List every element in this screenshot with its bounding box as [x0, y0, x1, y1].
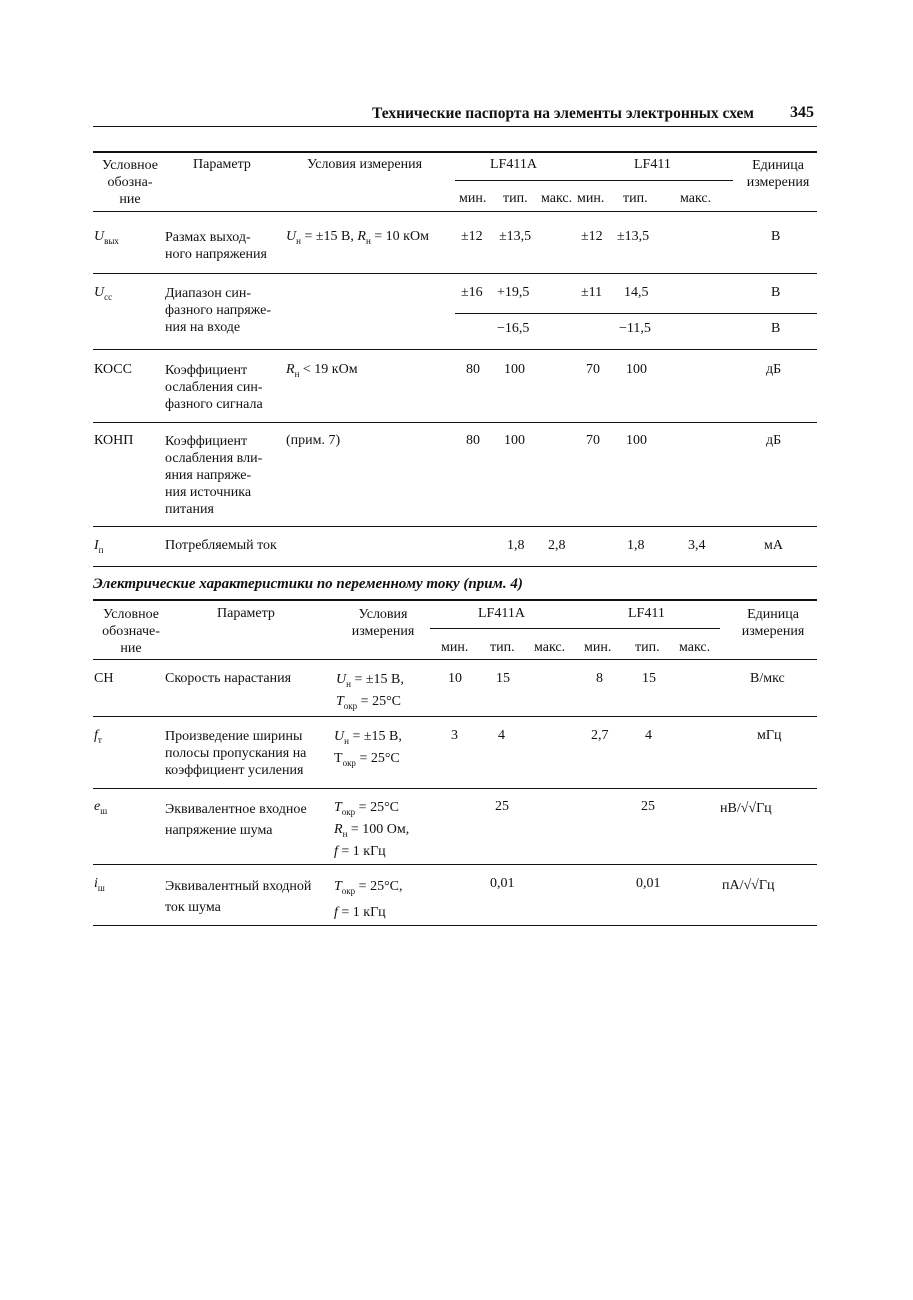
- row-symbol: [94, 876, 105, 893]
- cell-unit: мА: [764, 538, 783, 553]
- cond-line: f = 1 кГц: [334, 904, 386, 920]
- row-rule: [93, 716, 817, 717]
- cell-a-min: 3: [451, 728, 458, 743]
- dc-group-rule: [455, 180, 733, 181]
- param-line: ния на входе: [165, 320, 241, 335]
- row-param: [165, 229, 267, 263]
- ac-header-cond-line: Условия: [358, 607, 408, 622]
- dc-header-a-typ: тип.: [503, 191, 528, 206]
- dc-header-cond: Условия измерения: [307, 157, 423, 172]
- row-rule: [93, 349, 817, 350]
- row-symbol: КОСС: [94, 362, 132, 377]
- cell-a-min: ±16: [461, 285, 483, 300]
- row-cond: [334, 876, 403, 923]
- ac-table-top-rule: [93, 599, 817, 601]
- symbol-sub: ш: [97, 882, 105, 893]
- dc-header-b-typ: тип.: [623, 191, 648, 206]
- cond-line: $Т_{окр} = 25^\circ С$: [334, 750, 400, 768]
- dc-header-unit-line: измерения: [746, 175, 810, 190]
- cell-a-typ: 4: [498, 728, 505, 743]
- row-cond: $R_н < 19$ кОм: [286, 362, 358, 379]
- cell-unit: мГц: [757, 728, 782, 743]
- ac-header-b-typ: тип.: [635, 640, 660, 655]
- cell-b-typ: 14,5: [624, 285, 649, 300]
- dc-header-param: Параметр: [193, 157, 251, 172]
- ac-table-bottom-rule: [93, 925, 817, 926]
- param-line: ослабления вли-: [165, 451, 263, 466]
- ac-header-cond: [346, 606, 420, 640]
- cell-a-max: 2,8: [548, 538, 566, 553]
- dc-table-bottom-rule: [93, 566, 817, 567]
- symbol-main: e: [94, 799, 101, 814]
- row-rule: [93, 864, 817, 865]
- cond-line: $T_{окр} = 25^\circ С$,: [334, 879, 403, 896]
- ac-group-rule: [430, 628, 720, 629]
- cell-a-min: 80: [466, 433, 480, 448]
- cell-b-typ: 4: [645, 728, 652, 743]
- param-line: напряжение шума: [165, 823, 273, 838]
- row-cond: [334, 728, 402, 772]
- cell-unit: В: [771, 321, 781, 336]
- cell-unit: В: [771, 229, 781, 244]
- dc-header-symbol-line: Условное: [102, 158, 158, 173]
- param-line: ного напряжения: [165, 247, 267, 262]
- row-cond: (прим. 7): [286, 433, 341, 448]
- ac-header-b-min: мин.: [584, 640, 612, 655]
- cell-b-min: ±12: [581, 229, 603, 244]
- dc-header-symbol-line: обозна-: [107, 175, 153, 190]
- cell-unit: В/мкс: [750, 671, 785, 686]
- symbol-main: f: [94, 728, 98, 743]
- row-cond: [334, 799, 409, 860]
- cell-b-typ: 1,8: [627, 538, 645, 553]
- dc-header-unit-line: Единица: [752, 158, 804, 173]
- row-param: [165, 433, 262, 518]
- symbol-sub: п: [98, 544, 104, 555]
- ac-header-b-max: макс.: [679, 640, 711, 655]
- ac-header-group-a: LF411A: [478, 606, 525, 621]
- ac-header-a-max: макс.: [534, 640, 566, 655]
- row-symbol: [94, 538, 104, 555]
- row-rule: [93, 788, 817, 789]
- dc-header-a-max: макс.: [541, 191, 573, 206]
- row-symbol: [94, 799, 107, 816]
- symbol-sub: ш: [100, 805, 108, 816]
- cell-a-min: ±12: [461, 229, 483, 244]
- param-line: полосы пропускания на: [165, 746, 307, 761]
- param-line: коэффициент усиления: [165, 763, 304, 778]
- cell-b-typ: 100: [626, 433, 647, 448]
- dc-header-symbol: [98, 157, 162, 208]
- cell-unit: пА/√√Гц: [722, 878, 775, 893]
- row-param: [165, 799, 307, 841]
- page-number: 345: [790, 104, 814, 121]
- row-param: Скорость нарастания: [165, 671, 292, 686]
- cell-a-typ: 100: [504, 362, 525, 377]
- ac-header-symbol-line: обозначе-: [102, 624, 160, 639]
- cond-line: $U_н = \pm 15$ В,: [336, 672, 404, 689]
- cond-line: $R_н = 100$ Ом,: [334, 821, 410, 839]
- cell-a-min: 80: [466, 362, 480, 377]
- param-line: Эквивалентный входной: [165, 879, 312, 894]
- row-symbol: [94, 285, 112, 302]
- ac-header-symbol-line: Условное: [103, 607, 159, 622]
- cell-b-typ: 100: [626, 362, 647, 377]
- running-header-title: Технические паспорта на элементы электронных схем: [372, 105, 754, 122]
- row-param: [165, 362, 263, 413]
- row-param: [165, 876, 311, 918]
- cell-a-typ: 0,01: [490, 876, 515, 891]
- row-param: [165, 728, 306, 779]
- ac-header-unit-line: Единица: [747, 607, 799, 622]
- ac-header-rule: [93, 659, 817, 660]
- cell-unit: нВ/√√Гц: [720, 801, 772, 816]
- cell-b-min: ±11: [581, 285, 603, 300]
- ac-header-unit-line: измерения: [741, 624, 805, 639]
- dc-table-top-rule: [93, 151, 817, 153]
- cell-a-typ: 100: [504, 433, 525, 448]
- row-cond: [336, 671, 404, 715]
- dc-header-a-min: мин.: [459, 191, 487, 206]
- cell-b-min: 2,7: [591, 728, 609, 743]
- param-line: Коэффициент: [165, 434, 248, 449]
- row-rule: [93, 422, 817, 423]
- cond-line: $T_{окр} = 25^\circ С$: [336, 693, 402, 711]
- dc-header-rule: [93, 211, 817, 212]
- ac-header-a-typ: тип.: [490, 640, 515, 655]
- cell-b-typ: −11,5: [619, 321, 651, 336]
- ac-header-group-b: LF411: [628, 606, 665, 621]
- row-rule: [93, 273, 817, 274]
- ac-header-a-min: мин.: [441, 640, 469, 655]
- param-line: питания: [165, 502, 214, 517]
- param-line: яния напряже-: [165, 468, 252, 483]
- cell-b-typ: 15: [642, 671, 656, 686]
- row-symbol: [94, 728, 102, 745]
- cell-a-typ: 25: [495, 799, 509, 814]
- dc-header-b-min: мин.: [577, 191, 605, 206]
- symbol-main: U: [94, 229, 105, 244]
- sub-row-rule: [455, 313, 817, 314]
- param-line: Произведение ширины: [165, 729, 303, 744]
- cond-line: $T_{окр} = 25^\circ С$: [334, 800, 400, 817]
- cell-b-min: 8: [596, 671, 603, 686]
- ac-header-symbol: [96, 606, 166, 657]
- section-title: Электрические характеристики по переменному току (прим. 4): [93, 576, 523, 592]
- row-param: [165, 285, 271, 336]
- ac-header-cond-line: измерения: [351, 624, 415, 639]
- cell-b-min: 70: [586, 433, 600, 448]
- ac-header-param: Параметр: [217, 606, 275, 621]
- header-rule: [93, 126, 817, 127]
- param-line: ния источника: [165, 485, 252, 500]
- dc-header-group-a: LF411A: [490, 157, 537, 172]
- param-line: Эквивалентное входное: [165, 802, 307, 817]
- row-symbol: [94, 229, 119, 246]
- cell-b-typ: 0,01: [636, 876, 661, 891]
- symbol-main: I: [94, 538, 99, 553]
- symbol-sub: т: [97, 734, 102, 745]
- ac-header-symbol-line: ние: [120, 641, 142, 656]
- param-line: ток шума: [165, 900, 221, 915]
- symbol-sub: cc: [104, 291, 113, 302]
- cell-a-typ: +19,5: [497, 285, 530, 300]
- cond-line: $U_н = \pm 15$ В,: [334, 729, 402, 746]
- cell-a-typ: 15: [496, 671, 510, 686]
- cell-a-typ: ±13,5: [499, 229, 532, 244]
- row-rule: [93, 526, 817, 527]
- cond-line: f = 1 кГц: [334, 843, 386, 859]
- cell-a-typ: 1,8: [507, 538, 525, 553]
- dc-header-b-max: макс.: [680, 191, 712, 206]
- param-line: ослабления син-: [165, 380, 263, 395]
- cell-a-min: 10: [448, 671, 462, 686]
- dc-header-group-b: LF411: [634, 157, 671, 172]
- cell-unit: В: [771, 285, 781, 300]
- cell-b-typ: 25: [641, 799, 655, 814]
- param-line: Диапазон син-: [165, 286, 252, 301]
- row-symbol: КОНП: [94, 433, 134, 448]
- cell-b-min: 70: [586, 362, 600, 377]
- param-line: Размах выход-: [165, 230, 251, 245]
- param-line: фазного напряже-: [165, 303, 272, 318]
- param-line: Коэффициент: [165, 363, 248, 378]
- cell-b-typ: ±13,5: [617, 229, 650, 244]
- dc-header-symbol-line: ние: [119, 192, 141, 207]
- row-cond: $U_н = \pm 15$ В, $R_н = 10$ кОм: [286, 229, 429, 246]
- cell-unit: дБ: [766, 433, 782, 448]
- row-param: Потребляемый ток: [165, 538, 277, 553]
- cell-b-max: 3,4: [688, 538, 706, 553]
- cell-unit: дБ: [766, 362, 782, 377]
- cell-a-typ: −16,5: [497, 321, 530, 336]
- dc-header-unit: [740, 157, 816, 191]
- symbol-main: i: [94, 876, 98, 891]
- symbol-main: U: [94, 285, 105, 300]
- row-symbol: СН: [94, 671, 114, 686]
- ac-header-unit: [731, 606, 815, 640]
- param-line: фазного сигнала: [165, 397, 263, 412]
- symbol-sub: вых: [104, 235, 119, 246]
